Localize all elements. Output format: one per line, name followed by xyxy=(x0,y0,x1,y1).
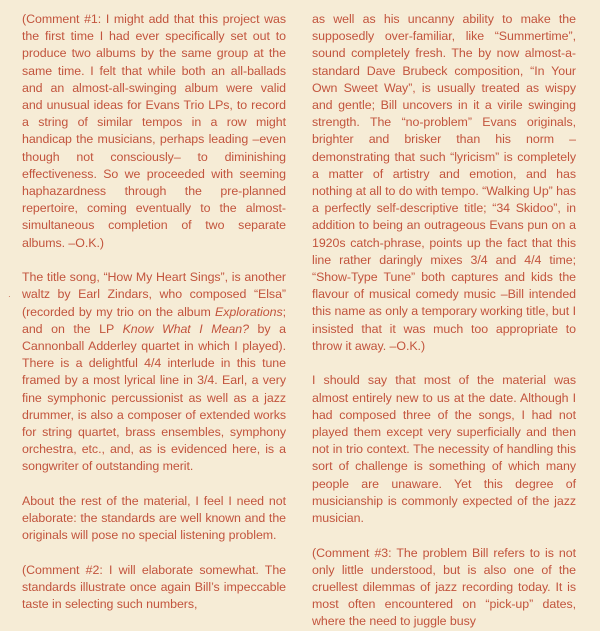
print-speck: · xyxy=(8,292,11,301)
rest-of-material-paragraph: About the rest of the material, I feel I need not elaborate: the standards are well known and the originals will pose no special listening problem. xyxy=(22,494,286,543)
comment-2-paragraph: (Comment #2: I will elaborate somewhat. The standards illustrate once again Bill’s impeccable taste in selecting such numbers, xyxy=(22,563,286,612)
right-column xyxy=(312,11,576,631)
album-title-know-what-i-mean: Know What I Mean? xyxy=(122,321,249,336)
new-material-paragraph: I should say that most of the material was almost entirely new to us at the date. Although I had composed three of the songs, I had not played them except very superficially and then not in trio context. The necessity of handling this sort of challenge is something of which many people are unaware. Yet this degree of musicianship is commonly expected of the jazz musician. xyxy=(312,373,576,526)
comment-3-paragraph: (Comment #3: The problem Bill refers to is not only little understood, but is also one of the cruellest dilemmas of jazz recording today. It is most often encountered on “pick-up” dates, where the need to juggle busy xyxy=(312,545,576,629)
comment-2-continued-paragraph: as well as his uncanny ability to make the supposedly over-familiar, like “Summertime”, sound completely fresh. The by now almost-a-standard Dave Brubeck composition, “In Your Own Sweet Way”, is usually treated as wispy and gentle; Bill uncovers in it a virile swinging strength. The “no-problem” Evans originals, brighter and brisker than his norm –demonstrating that such “lyricism” is completely a matter of artistry and emotion, and has nothing at all to do with tempo. “Walking Up” has a perfectly self-descriptive title; “34 Skidoo”, in addition to being an outrageous Evans pun on a 1920s catch-phrase, points up the fact that this line rather daringly mixes 3/4 and 4/4 time; “Show-Type Tune” both captures and kids the flavour of musical comedy music –Bill intended this name as only a temporary working title, but I insisted that it was much too appropriate to throw it away. –O.K.) xyxy=(312,12,576,353)
comment-1-paragraph: (Comment #1: I might add that this project was the first time I had ever specifically set out to produce two albums by the same group at the same time. I felt that while both an all-ballads and an almost-all-swinging album were valid and unusual ideas for Evans Trio LPs, to record a string of similar tempos in a row might handicap the musicians, perhaps leading –even though not consciously– to diminishing effectiveness. So we proceeded with seeming haphazardness through the pre-planned repertoire, coming eventually to the almost-simultaneous completion of two separate albums. –O.K.) xyxy=(22,12,286,250)
left-column xyxy=(22,11,286,614)
album-title-explorations: Explorations xyxy=(215,304,283,319)
title-song-paragraph: The title song, “How My Heart Sings”, is another waltz by Earl Zindars, who composed “Elsa” (recorded by my trio on the album Explorations; and on the LP Know What I Mean? by a Cannonball Adderley quartet in which I played). There is a delightful 4/4 interlude in this tune framed by a most lyrical line in 3/4. Earl, a very fine symphonic percussionist as well as a jazz drummer, is also a composer of extended works for string quartet, brass ensembles, symphony orchestra, etc., and, as is evidenced here, is a songwriter of outstanding merit. xyxy=(22,270,286,474)
